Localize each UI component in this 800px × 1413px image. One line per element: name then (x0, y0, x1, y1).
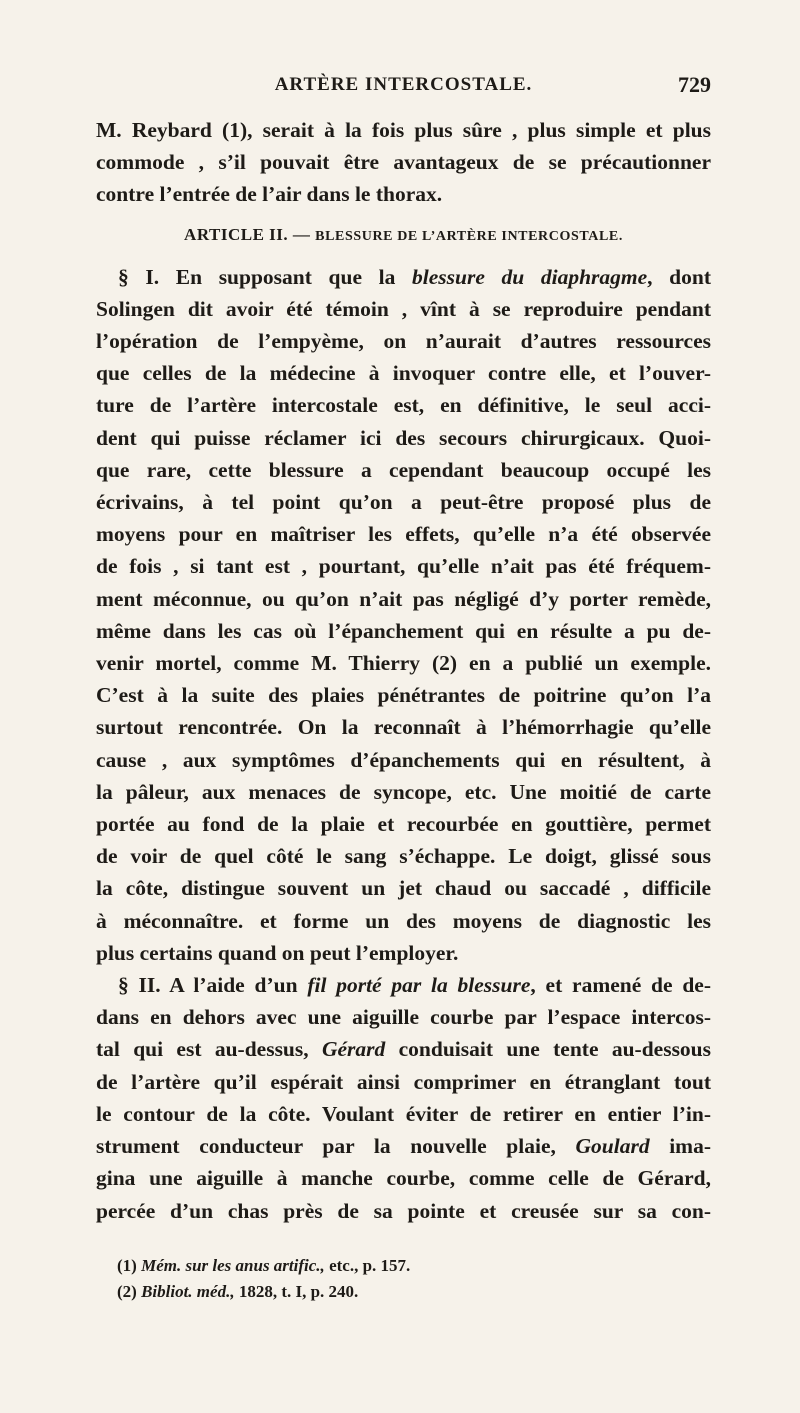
text-fragment: , et ramené de de- (530, 973, 711, 998)
section-1-start: § I. En supposant que la (118, 264, 396, 289)
footnote (117, 1253, 677, 1279)
text-line: que celles de la médecine à invoquer contre elle, et l’ouver- (96, 361, 711, 386)
text-line: venir mortel, comme M. Thierry (2) en a publié un exemple. (96, 651, 711, 676)
text-line: surtout rencontrée. On la reconnaît à l’hémorrhagie qu’elle (96, 715, 711, 740)
footnote-number: (1) (117, 1256, 137, 1275)
footnote-reference: 1828, t. I, p. 240. (234, 1282, 359, 1301)
text-line: commode , s’il pouvait être avantageux de se précautionner (96, 150, 711, 175)
italic-name: Gérard (321, 1037, 386, 1062)
article-title: BLESSURE DE L’ARTÈRE INTERCOSTALE. (315, 228, 623, 244)
footnotes (117, 1253, 677, 1305)
text-line: C’est à la suite des plaies pénétrantes de poitrine qu’on l’a (96, 683, 711, 708)
text-line: cause , aux symptômes d’épanchements qui en résultent, à (96, 747, 711, 772)
text-line: plus certains quand on peut l’employer. (96, 940, 459, 965)
footnote-number: (2) (117, 1282, 137, 1301)
text-line: percée d’un chas près de sa pointe et creusée sur sa con- (96, 1198, 711, 1223)
text-line: que rare, cette blessure a cependant beaucoup occupé les (96, 457, 711, 482)
page-number: 729 (678, 72, 711, 97)
section-2-start: § II. A l’aide d’un (118, 973, 298, 998)
text-line: l’opération de l’empyème, on n’aurait d’autres ressources (96, 329, 711, 354)
text-fragment: tal qui est au-dessus, (96, 1037, 309, 1062)
text-line (96, 1033, 711, 1065)
text-line: dans en dehors avec une aiguille courbe par l’espace intercos- (96, 1005, 711, 1030)
text-line: contre l’entrée de l’air dans le thorax. (96, 182, 443, 207)
text-line: le contour de la côte. Voulant éviter de retirer en entier l’in- (96, 1101, 711, 1126)
text-fragment: strument conducteur par la nouvelle plaie, (96, 1134, 556, 1159)
page-header (96, 68, 711, 104)
text-line: gina une aiguille à manche courbe, comme celle de Gérard, (96, 1166, 711, 1191)
text-line: la côte, distingue souvent un jet chaud ou saccadé , difficile (96, 876, 711, 901)
text-line: ment méconnue, ou qu’on n’ait pas négligé d’y porter remède, (96, 586, 711, 611)
text-line: Solingen dit avoir été témoin , vînt à se reproduire pendant (96, 296, 711, 321)
footnote-title: Bibliot. méd., (141, 1282, 235, 1301)
italic-term: fil porté par la blessure (307, 973, 531, 998)
italic-name: Goulard (575, 1134, 650, 1159)
article-heading (96, 220, 711, 252)
running-title: ARTÈRE INTERCOSTALE. (274, 74, 533, 95)
text-line: la pâleur, aux menaces de syncope, etc. Une moitié de carte (96, 779, 711, 804)
article-label: ARTICLE II. — (184, 224, 311, 244)
text-line: portée au fond de la plaie et recourbée en gouttière, permet (96, 812, 711, 837)
text-line: dent qui puisse réclamer ici des secours chirurgicaux. Quoi- (96, 425, 711, 450)
footnote-title: Mém. sur les anus artific., (141, 1256, 325, 1275)
text-fragment: ima- (649, 1134, 711, 1159)
text-fragment: conduisait une tente au-dessous (385, 1037, 712, 1062)
text-line: à méconnaître. et forme un des moyens de diagnostic les (96, 908, 711, 933)
footnote-reference: etc., p. 157. (324, 1256, 411, 1275)
text-line: même dans les cas où l’épanchement qui en résulte a pu de- (96, 618, 711, 643)
text-line: M. Reybard (1), serait à la fois plus sûre , plus simple et plus (96, 118, 711, 142)
text-line: écrivains, à tel point qu’on a peut-être proposé plus de (96, 490, 711, 515)
text-line: de l’artère qu’il espérait ainsi comprimer en étranglant tout (96, 1069, 711, 1094)
text-line (96, 1130, 711, 1162)
body-text (96, 114, 711, 1227)
text-line: de voir de quel côté le sang s’échappe. Le doigt, glissé sous (96, 844, 711, 869)
footnote (117, 1279, 677, 1305)
italic-term: blessure du diaphragme (412, 264, 648, 289)
text-line: moyens pour en maîtriser les effets, qu’elle n’a été observée (96, 522, 711, 547)
text-line (96, 969, 711, 1001)
text-fragment: , dont (647, 264, 712, 289)
text-line: de fois , si tant est , pourtant, qu’elle n’ait pas été fréquem- (96, 554, 711, 579)
text-line (96, 261, 711, 293)
text-line: ture de l’artère intercostale est, en définitive, le seul acci- (96, 393, 711, 418)
